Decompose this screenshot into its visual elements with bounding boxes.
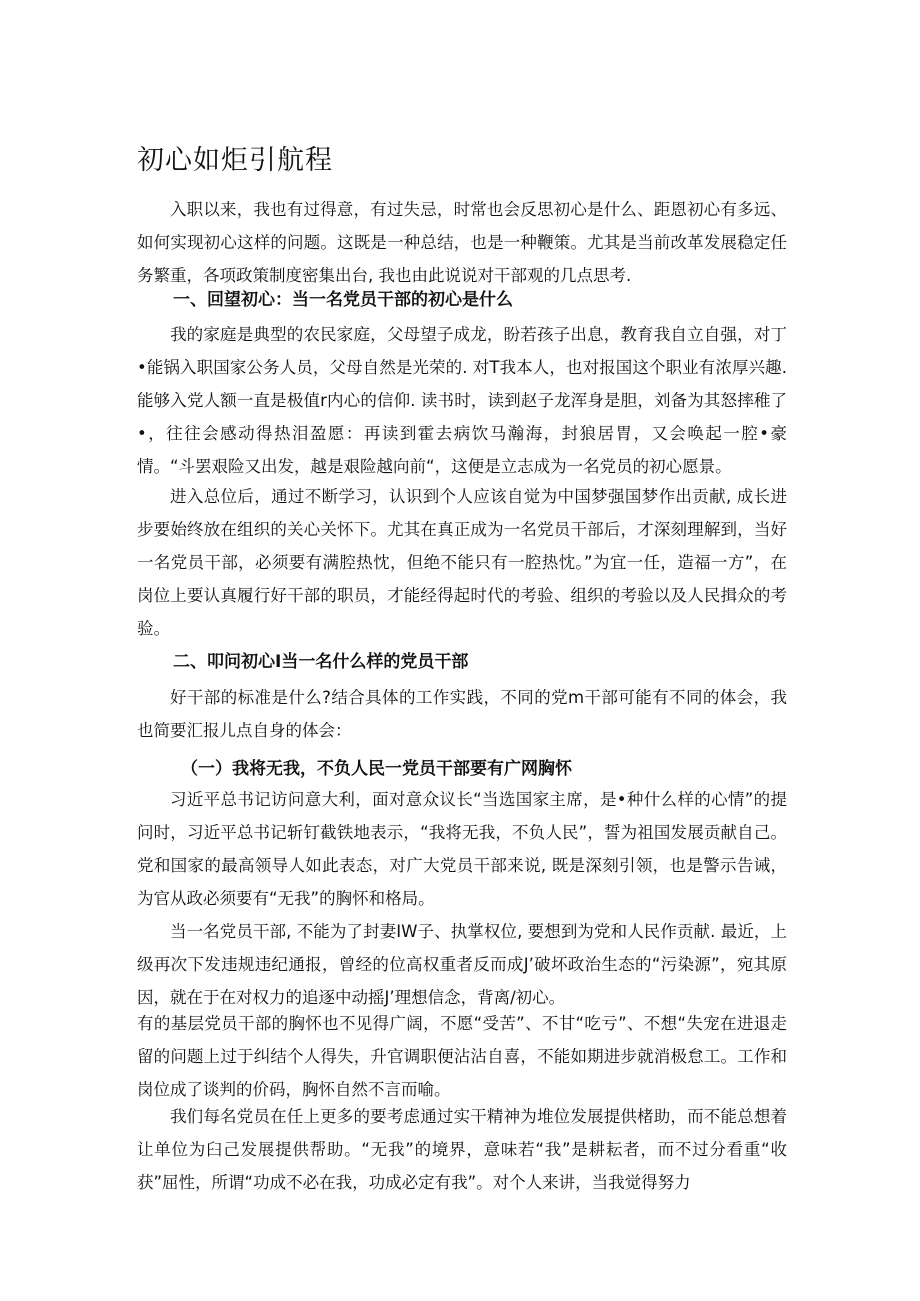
section-1-paragraph-2: 进入总位后，通过不断学习，认识到个人应该自觉为中国梦强国梦作出贡献, 成长进步要始终放在组织的关心关怀下。尤其在真正成为一名党员干部后，才深刻理解到，当好一名党员干部，必须要有满腔热忱，但绝不能只有一腔热忱。”为宜一任，造福一方”，在岗位上要认真履行好干部的职员，才能经得起时代的考验、组织的考验以及人民揖众的考验。	[137, 487, 787, 638]
document-title: 初心如炬引航程	[137, 145, 333, 176]
subsection-1-paragraph-2: 当一名党员干部, 不能为了封妻IW子、执掌权位, 要想到为党和人民作贡献. 最近，上级再次下发违规违纪通报，曾经的位高权重者反而成J’破坏政治生态的“污染源”，宛其原因，就在于在对权力的追逐中动摇J’理想信念，背离/初心。	[137, 922, 787, 1007]
intro-paragraph: 入职以来，我也有过得意，有过失忌，时常也会反思初心是什么、距恩初心有多远、如何实现初心这样的问题。这既是一种总结，也是一种鞭策。尤其是当前改革发展稳定任务繁重，各项政策制度密集出台, 我也由此说说对干部观的几点思考.	[137, 200, 787, 285]
section-2-paragraph-1: 好干部的标准是什么?结合具体的工作实践，不同的党m干部可能有不同的体会，我也简要汇报儿点自身的体会：	[137, 688, 787, 740]
section-1-paragraph-1: 我的家庭是典型的农民家庭，父母望子成龙，盼若孩子出息，教育我自立自强，对丁•能锅入职国家公务人员，父母自然是光荣的. 对T我本人，也对报国这个职业有浓厚兴趣. 能够入党人额一直是极值r内心的信仰. 读书时，读到赵子龙浑身是胆，刘备为其怒摔稚了•，往往会感动得热泪盈愿：再读到霍去病饮马瀚海，封狼居胃，又会唤起一腔•豪情。“斗罢艰险又出发，越是艰险越向前“，这便是立志成为一名党员的初心愿景。	[137, 325, 787, 476]
section-2-heading: 二、叩问初心I当一名什么样的党员干部	[173, 652, 469, 672]
section-1-heading: 一、回望初心：当一名党员干部的初心是什么	[173, 290, 513, 310]
subsection-1-paragraph-3: 有的基层党员干部的胸怀也不见得广阔，不愿“受苦”、不甘“吃亏”、不想“失宠在进退走留的问题上过于纠结个人得失，升官调职便沾沾自喜，不能如期进步就消极怠工。工作和岗位成了谈判的价码，胸怀自然不言而喻。	[137, 1014, 787, 1099]
subsection-1-paragraph-1: 习近平总书记访问意大利，面对意众议长“当选国家主席，是•种什么样的心情”的提问时，习近平总书记斩钉截铁地表示，“我将无我，不负人民”，誓为祖国发展贡献自己。党和国家的最高领导人如此表态，对广大党员干部来说, 既是深刻引领，也是警示告诫，为官从政必须要有“无我”的胸怀和格局。	[137, 790, 787, 908]
subsection-1-paragraph-4: 我们每名党员在任上更多的要考虑通过实干精神为堆位发展提供楮助，而不能总想着让单位为臼己发展提供帮助。“无我”的境界，意味若“我”是耕耘者，而不过分看重“收获”屈性，所谓“功成不必在我，功成必定有我”。对个人来讲，当我觉得努力	[137, 1107, 787, 1192]
subsection-1-heading: （一）我将无我，不负人民一党员干部要有广网胸怀	[181, 759, 572, 779]
